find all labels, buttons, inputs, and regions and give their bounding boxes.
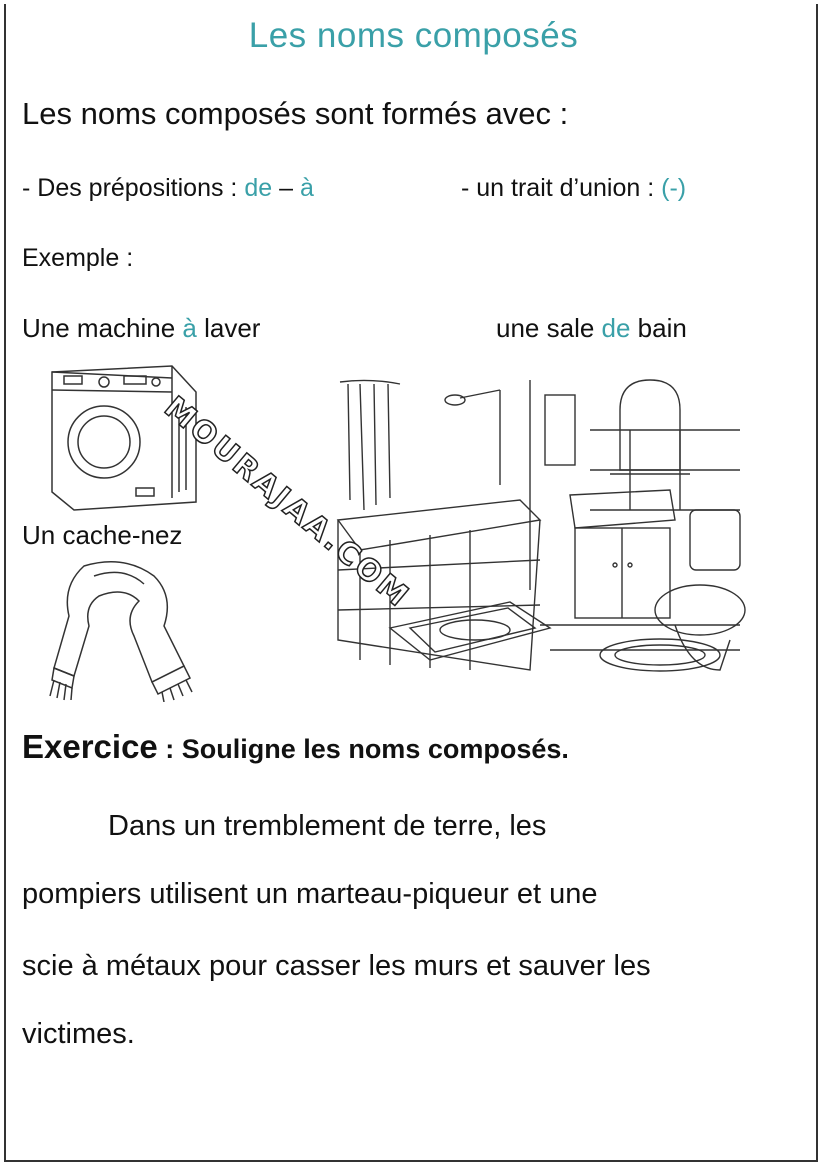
bathroom-icon: [330, 370, 750, 680]
watermark: MOURAJAA.COM: [157, 390, 417, 616]
example-preposition: à: [182, 313, 197, 343]
example-scarf: Un cache-nez: [22, 520, 183, 550]
example-bathroom: [496, 313, 687, 344]
preposition-de: de: [244, 174, 273, 202]
paragraph-line-2: pompiers utilisent un marteau-piqueur et une: [22, 878, 598, 910]
exemple-label: Exemple :: [22, 244, 134, 272]
paragraph-line-3: scie à métaux pour casser les murs et sauver les: [22, 950, 651, 982]
example-washing-machine: [22, 313, 260, 344]
example-text-before: une sale: [496, 313, 602, 343]
example-text-before: Une machine: [22, 313, 183, 343]
trait-union-label: - un trait d’union :: [461, 174, 662, 202]
example-text-after: laver: [196, 313, 261, 343]
paragraph-line-4: victimes.: [22, 1018, 135, 1050]
exercise-label: Exercice: [22, 728, 158, 765]
preposition-dash: –: [272, 174, 300, 202]
exercise-instruction: : Souligne les noms composés.: [157, 734, 569, 764]
trait-union-line: [461, 174, 686, 203]
example-text-after: bain: [630, 313, 687, 343]
trait-union-symbol: (-): [661, 174, 687, 202]
intro-text: Les noms composés sont formés avec :: [22, 96, 569, 131]
example-preposition: de: [601, 313, 631, 343]
prepositions-line: [22, 174, 314, 203]
exercise-heading: [22, 728, 569, 766]
scarf-icon: [44, 556, 204, 702]
paragraph-line-1: Dans un tremblement de terre, les: [108, 810, 547, 842]
prepositions-label: - Des prépositions :: [22, 174, 245, 202]
preposition-a: à: [299, 174, 314, 202]
page-title: Les noms composés: [248, 16, 579, 55]
